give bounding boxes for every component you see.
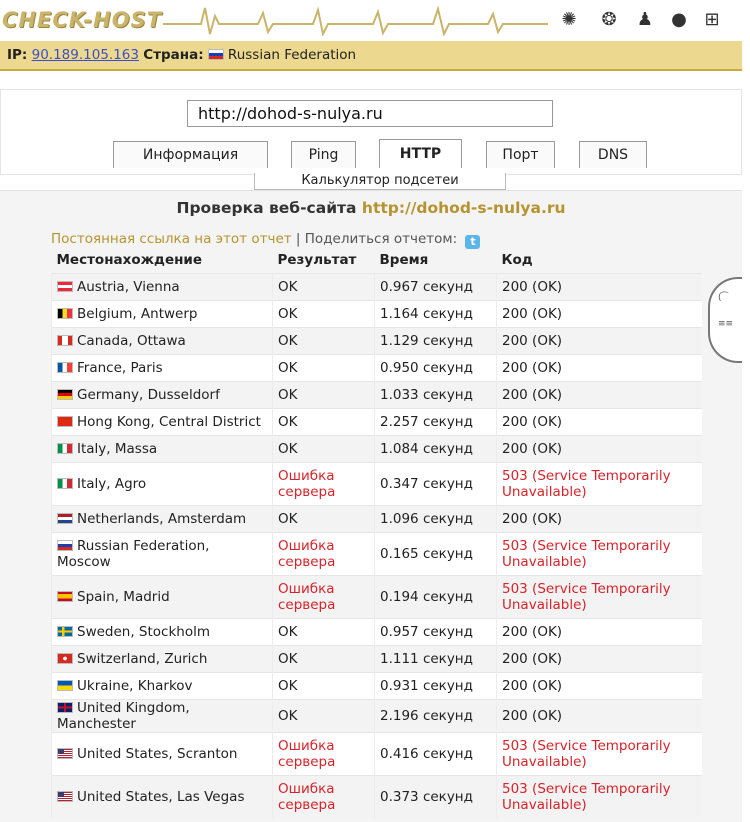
result-cell-text: OK — [278, 306, 298, 322]
code-cell — [497, 506, 703, 533]
time-cell — [375, 533, 497, 576]
location-cell — [52, 436, 273, 463]
result-title-prefix: Проверка веб-сайта — [176, 199, 357, 217]
header-result: Результат — [277, 252, 357, 268]
result-cell-text: Ошибка сервера — [278, 781, 336, 813]
location-cell — [52, 673, 273, 700]
code-cell-text: 200 (OK) — [502, 333, 563, 349]
result-cell — [273, 700, 375, 733]
code-cell-text: 200 (OK) — [502, 624, 563, 640]
code-cell-text: 200 (OK) — [502, 306, 563, 322]
share-label: Поделиться отчетом: — [304, 231, 458, 247]
result-cell — [273, 463, 375, 506]
table-row — [52, 382, 703, 409]
time-cell — [375, 733, 497, 776]
time-cell-text: 2.257 секунд — [380, 414, 473, 430]
code-cell — [497, 619, 703, 646]
result-cell — [273, 533, 375, 576]
time-cell-text: 0.416 секунд — [380, 746, 473, 762]
code-cell-text: 200 (OK) — [502, 360, 563, 376]
result-title-url[interactable]: http://dohod-s-nulya.ru — [361, 199, 566, 217]
location-cell — [52, 619, 273, 646]
flag-ca-icon — [57, 335, 73, 346]
table-row — [52, 733, 703, 776]
code-cell-text: 200 (OK) — [502, 441, 563, 457]
result-cell — [273, 776, 375, 819]
time-cell — [375, 506, 497, 533]
result-cell-text: Ошибка сервера — [278, 468, 336, 500]
table-row — [52, 776, 703, 819]
location-cell-text: Belgium, Antwerp — [77, 306, 198, 322]
time-cell — [375, 328, 497, 355]
code-cell — [497, 576, 703, 619]
firefox-icon[interactable]: ❂ — [601, 9, 617, 30]
flag-ua-icon — [57, 680, 73, 691]
ip-link[interactable]: 90.189.105.163 — [31, 47, 139, 63]
ip-bar — [0, 41, 742, 71]
table-row — [52, 700, 703, 733]
code-cell — [497, 355, 703, 382]
time-cell — [375, 301, 497, 328]
apple-icon[interactable]: ● — [671, 9, 687, 30]
time-cell-text: 0.931 секунд — [380, 678, 473, 694]
subnet-calculator-tab[interactable]: Калькулятор подсетеи — [254, 173, 506, 190]
time-cell-text: 0.950 секунд — [380, 360, 473, 376]
location-cell — [52, 355, 273, 382]
time-cell-text: 0.347 секунд — [380, 476, 473, 492]
result-cell — [273, 328, 375, 355]
windows-icon[interactable]: ⊞ — [704, 9, 720, 30]
table-row — [52, 576, 703, 619]
result-cell-text: OK — [278, 333, 298, 349]
result-cell-text: Ошибка сервера — [278, 738, 336, 770]
location-cell-text: Russian Federation, Moscow — [57, 538, 210, 570]
result-cell — [273, 355, 375, 382]
time-cell-text: 0.194 секунд — [380, 589, 473, 605]
table-row — [52, 436, 703, 463]
location-cell — [52, 646, 273, 673]
troll-face-icon: ( ͡ ≡≡ — [708, 277, 742, 363]
site-header — [0, 0, 750, 40]
location-cell — [52, 506, 273, 533]
table-row — [52, 619, 703, 646]
location-cell — [52, 533, 273, 576]
tab-ping[interactable]: Ping — [291, 141, 356, 168]
code-cell — [497, 382, 703, 409]
flag-de-icon — [57, 389, 73, 400]
time-cell — [375, 409, 497, 436]
permalink-separator: | — [295, 231, 301, 247]
code-cell — [497, 776, 703, 819]
heartbeat-line — [163, 4, 548, 36]
tab-port[interactable]: Порт — [486, 141, 555, 168]
table-row — [52, 533, 703, 576]
location-cell-text: Canada, Ottawa — [77, 333, 186, 349]
country-name: Russian Federation — [227, 47, 357, 63]
code-cell — [497, 646, 703, 673]
header-location: Местонахождение — [56, 252, 203, 268]
flag-us-icon — [57, 748, 73, 759]
location-cell — [52, 576, 273, 619]
result-cell — [273, 409, 375, 436]
code-cell — [497, 409, 703, 436]
location-cell — [52, 733, 273, 776]
location-cell — [52, 328, 273, 355]
result-cell-text: OK — [278, 279, 298, 295]
table-row — [52, 274, 703, 301]
russia-flag-icon — [208, 49, 224, 60]
code-cell — [497, 301, 703, 328]
table-row — [52, 409, 703, 436]
opera-icon[interactable]: ✺ — [561, 9, 577, 30]
time-cell — [375, 673, 497, 700]
time-cell — [375, 646, 497, 673]
location-cell — [52, 700, 273, 733]
table-row — [52, 301, 703, 328]
result-cell-text: OK — [278, 511, 298, 527]
flag-hk-icon — [57, 416, 73, 427]
code-cell — [497, 673, 703, 700]
result-cell-text: OK — [278, 651, 298, 667]
flag-es-icon — [57, 591, 73, 602]
time-cell — [375, 619, 497, 646]
location-cell-text: Austria, Vienna — [77, 279, 180, 295]
result-cell — [273, 619, 375, 646]
time-cell — [375, 463, 497, 506]
result-cell — [273, 274, 375, 301]
header-time: Время — [379, 252, 429, 268]
table-row — [52, 506, 703, 533]
location-cell-text: Germany, Dusseldorf — [77, 387, 220, 403]
results-table-body — [52, 274, 703, 819]
time-cell-text: 1.033 секунд — [380, 387, 473, 403]
code-cell — [497, 700, 703, 733]
result-cell-text: OK — [278, 708, 298, 724]
flag-be-icon — [57, 308, 73, 319]
time-cell — [375, 382, 497, 409]
result-cell-text: OK — [278, 624, 298, 640]
twitter-icon[interactable]: t — [465, 235, 480, 249]
result-cell — [273, 733, 375, 776]
code-cell — [497, 733, 703, 776]
result-cell — [273, 646, 375, 673]
table-row — [52, 355, 703, 382]
code-cell-text: 200 (OK) — [502, 511, 563, 527]
code-cell — [497, 533, 703, 576]
code-cell-text: 503 (Service Temporarily Unavailable) — [502, 468, 671, 500]
results-table — [51, 247, 702, 818]
location-cell-text: United States, Las Vegas — [77, 789, 245, 805]
tab-info[interactable]: Информация — [113, 141, 268, 168]
flag-us-icon — [57, 791, 73, 802]
flag-it-icon — [57, 478, 73, 489]
code-cell-text: 200 (OK) — [502, 414, 563, 430]
time-cell-text: 1.096 секунд — [380, 511, 473, 527]
permalink-link[interactable]: Постоянная ссылка на этот отчет — [51, 231, 292, 247]
time-cell-text: 0.957 секунд — [380, 624, 473, 640]
location-cell-text: Italy, Massa — [77, 441, 158, 457]
tab-dns[interactable]: DNS — [579, 141, 647, 168]
code-cell-text: 200 (OK) — [502, 387, 563, 403]
result-cell-text: OK — [278, 387, 298, 403]
linux-icon[interactable]: ♟ — [636, 9, 654, 30]
result-cell — [273, 436, 375, 463]
table-row — [52, 463, 703, 506]
location-cell — [52, 409, 273, 436]
flag-gb-icon — [57, 702, 73, 713]
code-cell-text: 200 (OK) — [502, 279, 563, 295]
code-cell-text: 503 (Service Temporarily Unavailable) — [502, 781, 671, 813]
header-code: Код — [501, 252, 533, 268]
table-header-row — [52, 247, 703, 274]
time-cell-text: 1.084 секунд — [380, 441, 473, 457]
flag-ru-icon — [57, 540, 73, 551]
time-cell — [375, 576, 497, 619]
flag-nl-icon — [57, 513, 73, 524]
code-cell-text: 200 (OK) — [502, 651, 563, 667]
result-cell-text: Ошибка сервера — [278, 538, 336, 570]
code-cell-text: 503 (Service Temporarily Unavailable) — [502, 581, 671, 613]
flag-ch-icon — [57, 653, 73, 664]
time-cell — [375, 700, 497, 733]
site-logo[interactable]: CHECK-HOST — [2, 8, 163, 32]
code-cell — [497, 274, 703, 301]
time-cell-text: 1.129 секунд — [380, 333, 473, 349]
location-cell-text: Sweden, Stockholm — [77, 624, 211, 640]
code-cell — [497, 436, 703, 463]
result-cell — [273, 506, 375, 533]
location-cell-text: France, Paris — [77, 360, 163, 376]
time-cell — [375, 436, 497, 463]
code-cell-text: 200 (OK) — [502, 678, 563, 694]
country-label: Страна: — [143, 47, 204, 63]
result-title — [0, 199, 742, 217]
flag-fr-icon — [57, 362, 73, 373]
result-cell-text: OK — [278, 414, 298, 430]
time-cell — [375, 776, 497, 819]
result-cell — [273, 576, 375, 619]
result-cell-text: OK — [278, 678, 298, 694]
code-cell-text: 503 (Service Temporarily Unavailable) — [502, 738, 671, 770]
code-cell — [497, 328, 703, 355]
location-cell-text: Ukraine, Kharkov — [77, 678, 193, 694]
url-input[interactable] — [187, 100, 553, 127]
location-cell-text: Netherlands, Amsterdam — [77, 511, 247, 527]
time-cell-text: 0.967 секунд — [380, 279, 473, 295]
time-cell — [375, 274, 497, 301]
location-cell-text: United Kingdom, Manchester — [57, 700, 190, 732]
result-cell-text: OK — [278, 360, 298, 376]
location-cell — [52, 776, 273, 819]
location-cell-text: Switzerland, Zurich — [77, 651, 208, 667]
location-cell — [52, 274, 273, 301]
result-cell — [273, 382, 375, 409]
flag-it-icon — [57, 443, 73, 454]
time-cell-text: 2.196 секунд — [380, 708, 473, 724]
table-row — [52, 328, 703, 355]
time-cell-text: 1.164 секунд — [380, 306, 473, 322]
code-cell — [497, 463, 703, 506]
table-row — [52, 673, 703, 700]
location-cell-text: United States, Scranton — [77, 746, 238, 762]
location-cell — [52, 301, 273, 328]
tab-http[interactable]: HTTP — [379, 139, 462, 168]
result-cell-text: OK — [278, 441, 298, 457]
ip-label: IP: — [7, 47, 28, 63]
time-cell-text: 0.373 секунд — [380, 789, 473, 805]
location-cell-text: Italy, Agro — [77, 476, 147, 492]
result-cell-text: Ошибка сервера — [278, 581, 336, 613]
location-cell-text: Hong Kong, Central District — [77, 414, 261, 430]
table-row — [52, 646, 703, 673]
flag-se-icon — [57, 626, 73, 637]
time-cell — [375, 355, 497, 382]
location-cell — [52, 463, 273, 506]
time-cell-text: 0.165 секунд — [380, 546, 473, 562]
code-cell-text: 503 (Service Temporarily Unavailable) — [502, 538, 671, 570]
result-cell — [273, 301, 375, 328]
location-cell — [52, 382, 273, 409]
flag-at-icon — [57, 281, 73, 292]
result-cell — [273, 673, 375, 700]
code-cell-text: 200 (OK) — [502, 708, 563, 724]
location-cell-text: Spain, Madrid — [77, 589, 170, 605]
time-cell-text: 1.111 секунд — [380, 651, 473, 667]
